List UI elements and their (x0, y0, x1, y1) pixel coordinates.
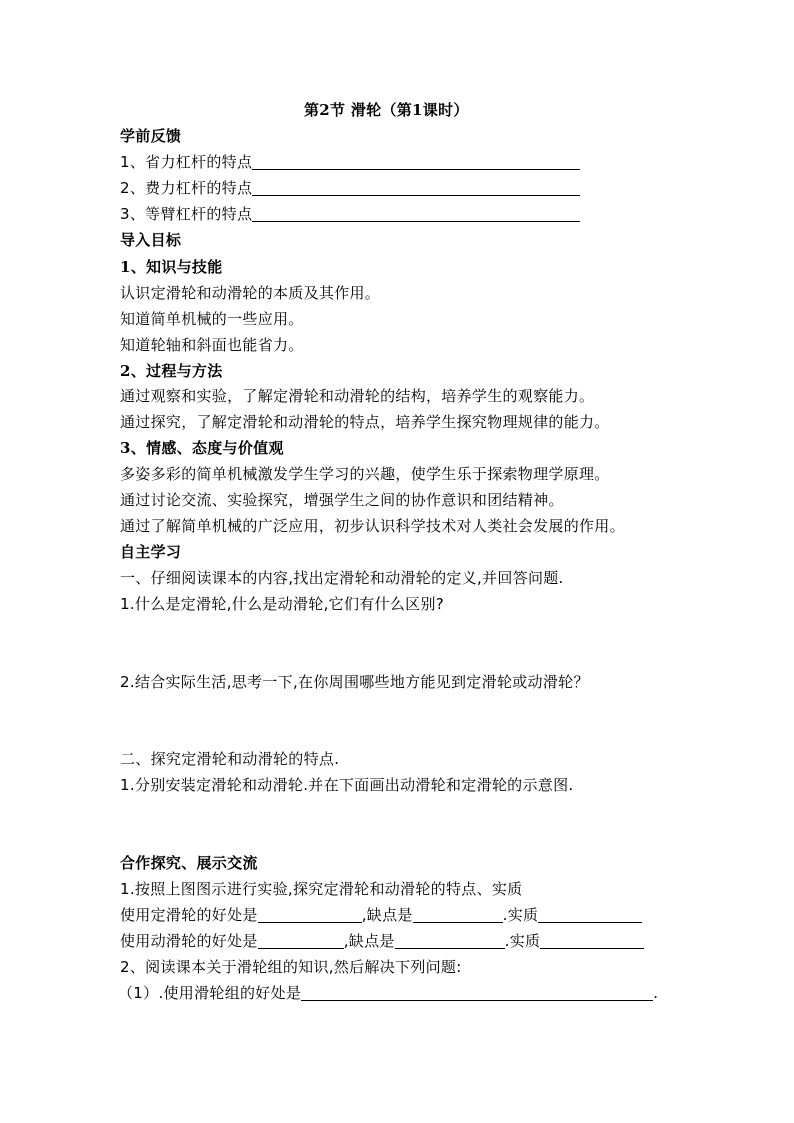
self-study-question-3: 1.分别安装定滑轮和动滑轮.并在下面画出动滑轮和定滑轮的示意图. (120, 776, 574, 794)
coop-movable-pulley-row (120, 931, 644, 951)
movable-advantage-label: 使用动滑轮的好处是 (120, 932, 258, 950)
answer-blank[interactable] (395, 932, 505, 949)
page-title: 第2节 滑轮（第1课时） (304, 101, 469, 119)
answer-blank[interactable] (413, 906, 503, 923)
goal-3-line-3: 通过了解简单机械的广泛应用，初步认识科学技术对人类社会发展的作用。 (120, 517, 625, 535)
answer-blank[interactable] (252, 179, 580, 196)
coop-item-2-1 (118, 983, 658, 1003)
self-study-part-1: 一、仔细阅读课本的内容,找出定滑轮和动滑轮的定义,并回答问题. (120, 569, 564, 587)
coop-fixed-pulley-row (120, 905, 642, 925)
movable-essence-label: .实质 (504, 932, 541, 950)
sentence-end: . (653, 984, 659, 1002)
pre-item-3-label: 3、等臂杠杆的特点 (120, 205, 253, 223)
goal-2-line-2: 通过探究，了解定滑轮和动滑轮的特点，培养学生探究物理规律的能力。 (120, 413, 610, 431)
section-heading-coop: 合作探究、展示交流 (120, 854, 258, 872)
goal-3-heading: 3、情感、态度与价值观 (120, 439, 284, 457)
pre-item-1-label: 1、省力杠杆的特点 (120, 153, 253, 171)
answer-blank[interactable] (538, 906, 642, 923)
pre-item-1 (120, 152, 580, 172)
fixed-advantage-label: 使用定滑轮的好处是 (120, 906, 258, 924)
answer-blank[interactable] (258, 932, 344, 949)
section-heading-self: 自主学习 (120, 543, 182, 561)
answer-blank[interactable] (252, 205, 580, 222)
goal-1-line-2: 知道简单机械的一些应用。 (120, 310, 304, 328)
goal-2-line-1: 通过观察和实验，了解定滑轮和动滑轮的结构，培养学生的观察能力。 (120, 387, 595, 405)
goal-1-line-1: 认识定滑轮和动滑轮的本质及其作用。 (120, 284, 381, 302)
pre-item-2 (120, 178, 580, 198)
coop-item-2: 2、阅读课本关于滑轮组的知识,然后解决下列问题: (120, 958, 462, 976)
section-heading-pre: 学前反馈 (120, 127, 182, 145)
movable-disadvantage-label: ,缺点是 (343, 932, 395, 950)
self-study-question-2: 2.结合实际生活,思考一下,在你周围哪些地方能见到定滑轮或动滑轮？ (120, 673, 589, 691)
goal-1-line-3: 知道轮轴和斜面也能省力。 (120, 336, 304, 354)
pre-item-3 (120, 204, 580, 224)
answer-blank[interactable] (540, 932, 644, 949)
self-study-part-2: 二、探究定滑轮和动滑轮的特点. (120, 750, 340, 768)
answer-blank[interactable] (301, 984, 653, 1001)
goal-3-line-1: 多姿多彩的简单机械激发学生学习的兴趣，使学生乐于探索物理学原理。 (120, 465, 610, 483)
coop-item-1: 1.按照上图图示进行实验,探究定滑轮和动滑轮的特点、实质 (120, 880, 523, 898)
answer-blank[interactable] (252, 153, 580, 170)
fixed-essence-label: .实质 (502, 906, 539, 924)
fixed-disadvantage-label: ,缺点是 (361, 906, 413, 924)
answer-blank[interactable] (258, 906, 362, 923)
section-heading-intro: 导入目标 (120, 231, 182, 249)
pulley-block-advantage-label: （1）.使用滑轮组的好处是 (118, 984, 302, 1002)
goal-1-heading: 1、知识与技能 (120, 258, 223, 276)
pre-item-2-label: 2、费力杠杆的特点 (120, 179, 253, 197)
goal-3-line-2: 通过讨论交流、实验探究，增强学生之间的协作意识和团结精神。 (120, 491, 564, 509)
self-study-question-1: 1.什么是定滑轮,什么是动滑轮,它们有什么区别? (120, 595, 445, 613)
goal-2-heading: 2、过程与方法 (120, 362, 223, 380)
